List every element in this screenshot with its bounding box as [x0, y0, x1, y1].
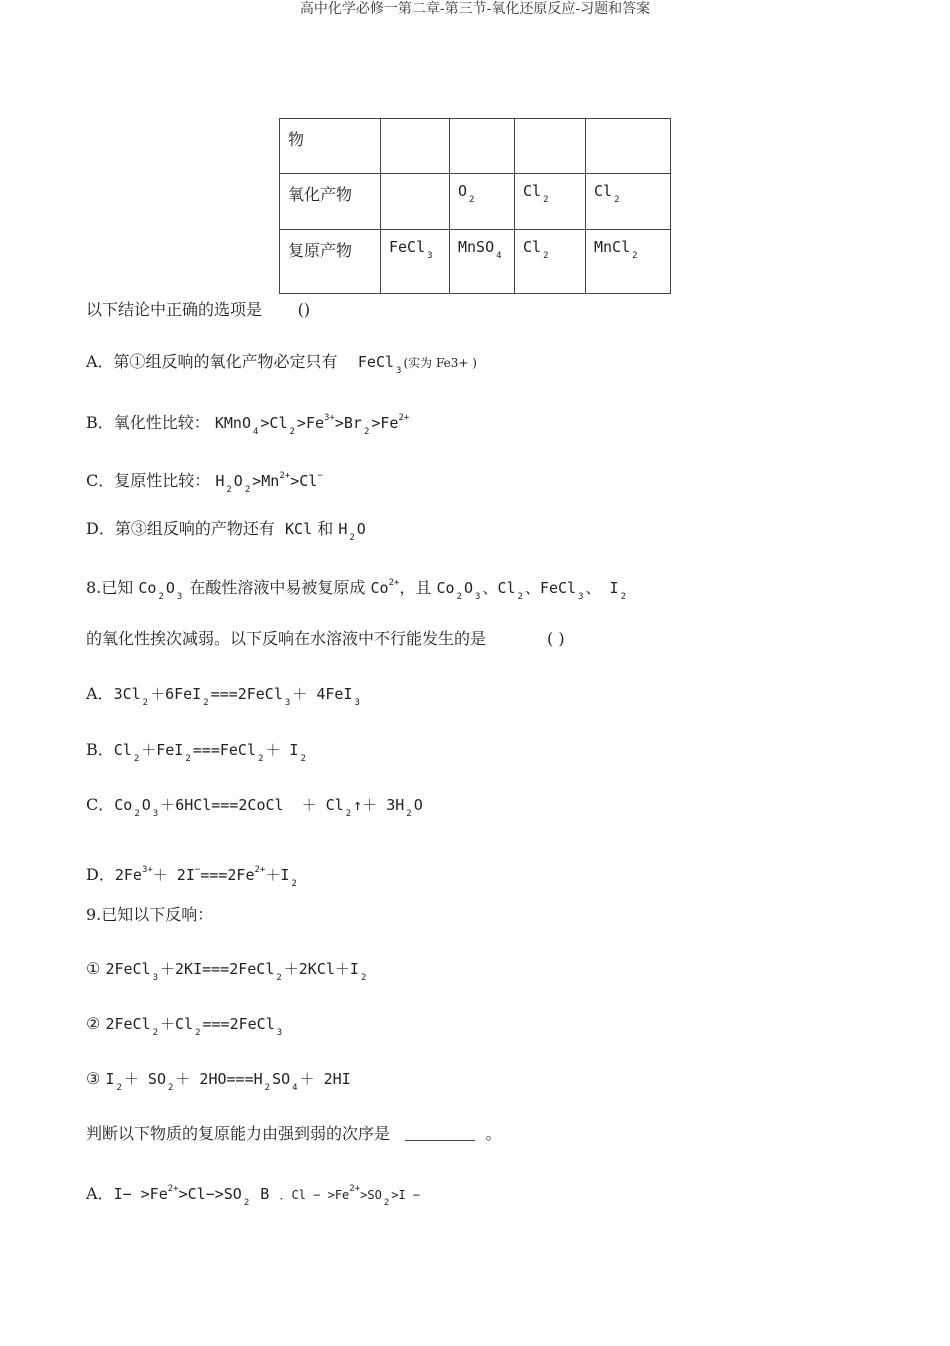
table-cell: [515, 119, 586, 174]
table-row: [280, 174, 671, 230]
q9-reaction-3: ③ I $_2$ ＋ SO $_2$ ＋ 2HO===H $_2$ SO $_4$ ＋ 2HI: [86, 1069, 351, 1093]
table-cell: 物: [280, 119, 381, 174]
q9-options: A．$I- >Fe^{2+}>Cl->SO$ $_2$ B ．$Cl - >Fe^{2+}>SO_2>I$ −: [86, 1184, 421, 1208]
q8-option-b: B．Cl $_2$ ＋FeI $_2$ ===FeCl $_2$ ＋ I $_2$: [86, 740, 306, 764]
table-cell: 氧化产物: [280, 174, 381, 230]
q7-stem: 以下结论中正确的选项是 (): [86, 300, 311, 319]
table-cell: 复原产物: [280, 230, 381, 294]
q7-option-c: C．复原性比较： H $_2$ O $_2 >Mn^{2+}>Cl^-$: [86, 471, 323, 495]
answer-blank[interactable]: [405, 1140, 475, 1141]
table-cell: FeCl $_3$: [381, 230, 450, 294]
q8-stem-line2: 的氧化性挨次减弱。以下反响在水溶液中不行能发生的是 ( ): [86, 629, 565, 648]
q7-option-a: A．第①组反响的氧化产物必定只有 FeCl $_3$(实为 Fe3+ ): [86, 352, 477, 376]
table-cell: [586, 119, 671, 174]
table-row: [280, 230, 671, 294]
table-row: [280, 119, 671, 174]
q9-reaction-2: ② 2FeCl $_2$ ＋Cl $_2$ ===2FeCl $_3$: [86, 1014, 283, 1038]
table-cell: MnSO $_4$: [450, 230, 515, 294]
q9-question: 判断以下物质的复原能力由强到弱的次序是 。: [86, 1124, 502, 1143]
q9-stem: 9.已知以下反响：: [86, 905, 214, 924]
table-cell: Cl $_2$: [586, 174, 671, 230]
page-header: 高中化学必修一第二章-第三节-氧化还原反应-习题和答案: [299, 1, 651, 17]
table-cell: [381, 174, 450, 230]
q7-option-b: B．氧化性比较： KMnO $_4$ >Cl $_2 >Fe^{3+}>Br$ $_2 >Fe^{2+}$: [86, 413, 410, 437]
table-cell: [381, 119, 450, 174]
table-cell: Cl $_2$: [515, 174, 586, 230]
table-cell: O $_2$: [450, 174, 515, 230]
q8-option-a: A．3Cl $_2$ ＋6FeI $_2$ ===2FeCl $_3$ ＋ 4FeI $_3$: [86, 684, 360, 708]
table-cell: MnCl $_2$: [586, 230, 671, 294]
q8-option-d: D．$2Fe^{3+}+ 2I^-===2Fe^{2+}+I$ $_2$: [86, 865, 297, 889]
products-table: [279, 118, 671, 294]
table-cell: Cl $_2$: [515, 230, 586, 294]
q8-stem-line1: 8.已知 Co $_2$ O $_3$ 在酸性溶液中易被复原成 $Co^{2+}$，且 Co $_2$ O $_3$ 、Cl $_2$ 、FeCl $_3$ 、 I $_2$: [86, 578, 626, 602]
table-cell: [450, 119, 515, 174]
q8-option-c: C．Co $_2$ O $_3$ ＋6HCl===2CoCl ＋ Cl $_2$ ↑＋ 3H $_2$ O: [86, 795, 423, 819]
q7-option-d: D．第③组反响的产物还有 KCl 和 H $_2$ O: [86, 519, 366, 543]
q9-reaction-1: ① 2FeCl $_3$ ＋2KI===2FeCl $_2$ ＋2KCl＋I $_2$: [86, 959, 367, 983]
